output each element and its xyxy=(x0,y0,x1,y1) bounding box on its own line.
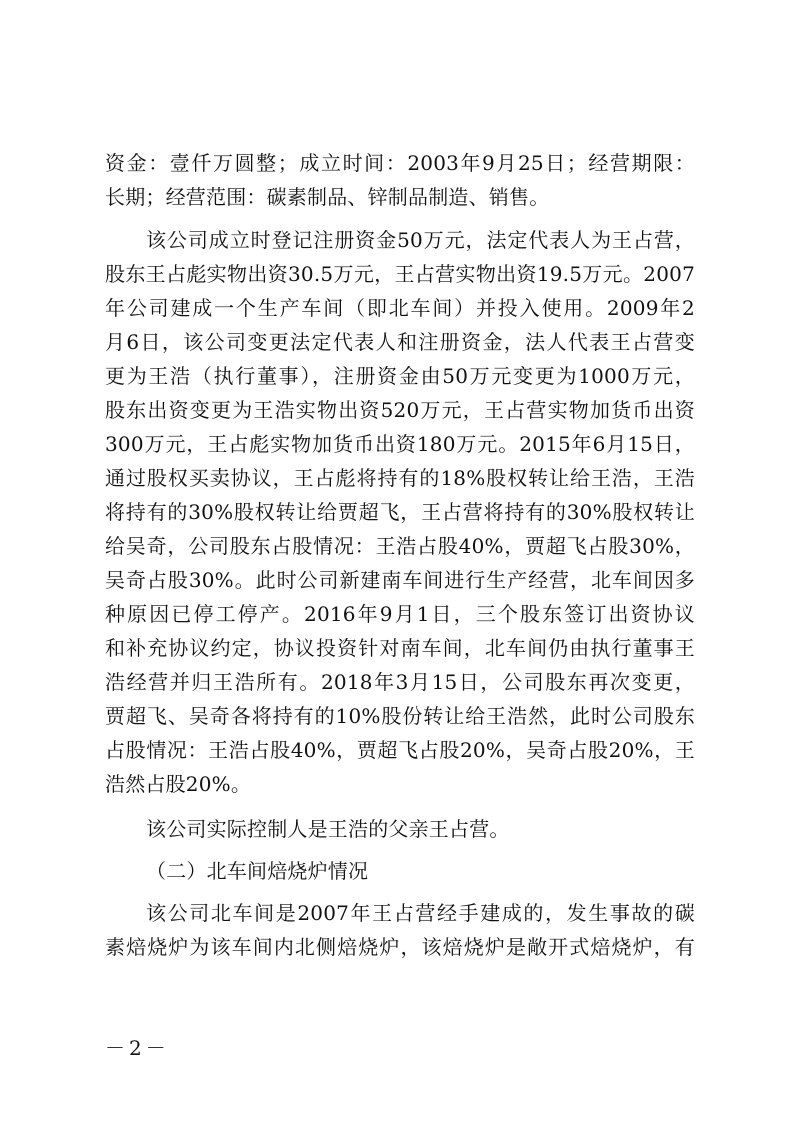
text-line: 通过股权买卖协议，王占彪将持有的18%股权转让给王浩，王浩 xyxy=(105,466,695,490)
text-line: 贾超飞、吴奇各将持有的10%股份转让给王浩然，此时公司股东 xyxy=(105,704,695,728)
text-line: 该公司成立时登记注册资金50万元，法定代表人为王占营， xyxy=(146,228,695,252)
text-line: 300万元，王占彪实物加货币出资180万元。2015年6月15日， xyxy=(105,432,695,456)
text-line: 浩经营并归王浩所有。2018年3月15日，公司股东再次变更， xyxy=(105,670,695,694)
text-line: 占股情况：王浩占股40%，贾超飞占股20%，吴奇占股20%，王 xyxy=(105,738,695,762)
text-line: 素焙烧炉为该车间内北侧焙烧炉，该焙烧炉是敞开式焙烧炉，有 xyxy=(105,935,695,959)
page-number: －2－ xyxy=(105,1036,170,1060)
text-line: 年公司建成一个生产车间（即北车间）并投入使用。2009年2 xyxy=(105,296,695,320)
text-line: 月6日，该公司变更法定代表人和注册资金，法人代表王占营变 xyxy=(105,330,695,354)
text-line: 吴奇占股30%。此时公司新建南车间进行生产经营，北车间因多 xyxy=(105,568,695,592)
text-line: 股东出资变更为王浩实物出资520万元，王占营实物加货币出资 xyxy=(105,398,695,422)
text-line: 更为王浩（执行董事），注册资金由50万元变更为1000万元， xyxy=(105,364,695,388)
text-line: 和补充协议约定，协议投资针对南车间，北车间仍由执行董事王 xyxy=(105,636,695,660)
text-line: 该公司实际控制人是王浩的父亲王占营。 xyxy=(146,817,510,841)
text-line: 浩然占股20%。 xyxy=(105,772,252,796)
text-line: 长期；经营范围：碳素制品、锌制品制造、销售。 xyxy=(105,185,550,209)
text-line: 将持有的30%股权转让给贾超飞，王占营将持有的30%股权转让 xyxy=(105,500,695,524)
text-line: 资金：壹仟万圆整；成立时间：2003年9月25日；经营期限： xyxy=(105,151,695,175)
text-line: 该公司北车间是2007年王占营经手建成的，发生事故的碳 xyxy=(146,901,695,925)
text-line: 种原因已停工停产。2016年9月1日，三个股东签订出资协议 xyxy=(105,602,695,626)
text-line: 股东王占彪实物出资30.5万元，王占营实物出资19.5万元。2007 xyxy=(105,262,695,286)
text-line: 给吴奇，公司股东占股情况：王浩占股40%，贾超飞占股30%， xyxy=(105,534,695,558)
section-heading: （二）北车间焙烧炉情况 xyxy=(146,859,369,883)
